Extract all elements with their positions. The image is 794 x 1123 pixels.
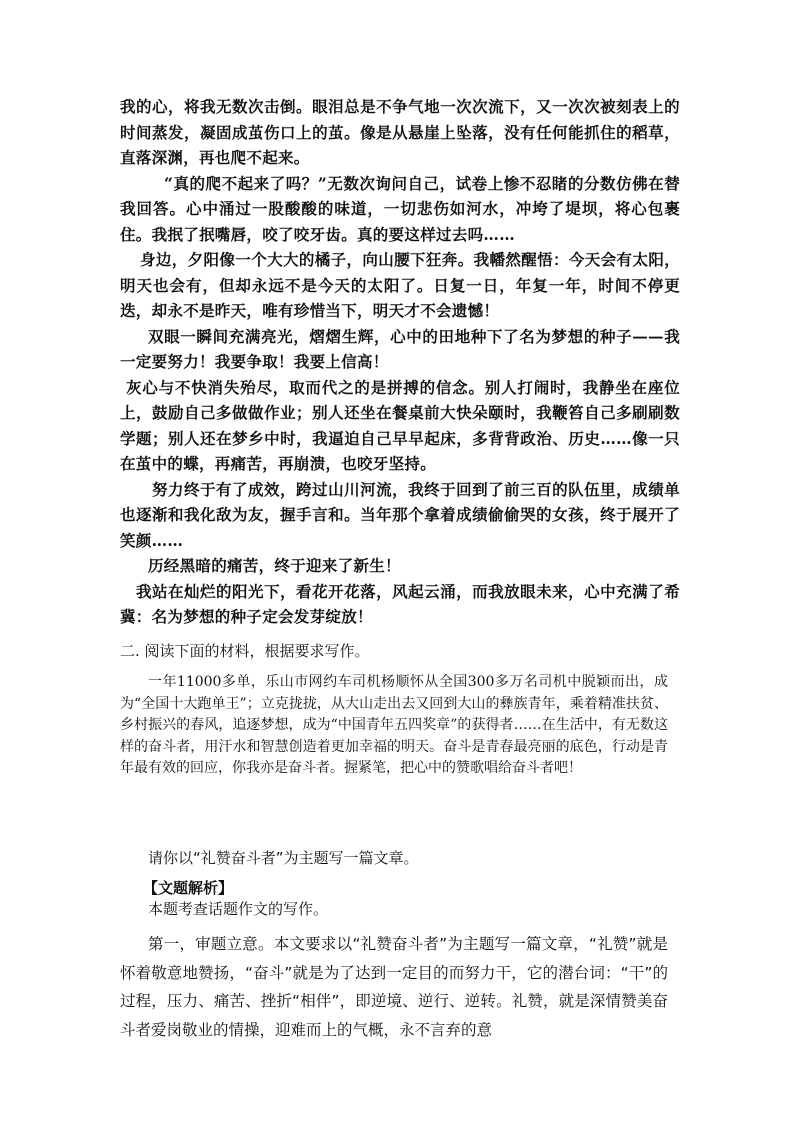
essay-paragraph: 历经黑暗的痛苦，终于迎来了新生！: [148, 556, 401, 575]
essay-paragraph: 我的心，将我无数次击倒。眼泪总是不争气地一次次流下，又一次次被刻表上的时间蒸发，凝固成茧伤口上的茧。像是从悬崖上坠落，没有任何能抓住的稻草，直落深渊，再也爬不起来。: [120, 97, 680, 167]
essay-excerpt: [120, 94, 680, 630]
analysis-intro: 本题考查话题作文的写作。: [148, 900, 329, 918]
essay-paragraph: 努力终于有了成效，跨过山川河流，我终于回到了前三百的队伍里，成绩单也逐渐和我化敌为友，握手言和。当年那个拿着成绩偷偷哭的女孩，终于展开了笑颜……: [120, 479, 680, 550]
essay-paragraph: 身边，夕阳像一个大大的橘子，向山腰下狂奔。我幡然醒悟：今天会有太阳，明天也会有，但却永远不是今天的太阳了。日复一日，年复一年，时间不停更迭，却永不是昨天，唯有珍惜当下，明天才不会遗憾！: [120, 250, 680, 320]
reading-material: 一年11000多单，乐山市网约车司机杨顺怀从全国300多万名司机中脱颖而出，成为“全国十大跑单王”；立克拢拢，从大山走出去又回到大山的彝族青年，乘着精准扶贫、乡村振兴的春风，追逐梦想，成为“中国青年五四奖章”的获得者……在生活中，有无数这样的奋斗者，用汗水和智慧创造着更加幸福的明天。奋斗是青春最亮丽的底色，行动是青年最有效的回应，你我亦是奋斗者。握紧笔，把心中的赞歌唱给奋斗者吧！: [120, 674, 668, 776]
essay-paragraph: 我站在灿烂的阳光下，看花开花落，风起云涌，而我放眼未来，心中充满了希冀：名为梦想的种子定会发芽绽放！: [120, 581, 680, 626]
writing-prompt: 请你以“礼赞奋斗者”为主题写一篇文章。: [148, 849, 419, 867]
essay-paragraph: 灰心与不快消失殆尽，取而代之的是拼搏的信念。别人打闹时，我静坐在座位上，鼓励自己多做做作业；别人还坐在餐桌前大快朵颐时，我鞭笞自己多刷刷数学题；别人还在梦乡中时，我逼迫自己早早起床，多背背政治、历史……像一只在茧中的蝶，再痛苦，再崩溃，也咬牙坚持。: [120, 377, 680, 473]
analysis-paragraph: 第一，审题立意。本文要求以“礼赞奋斗者”为主题写一篇文章，“礼赞”就是怀着敬意地赞扬，“奋斗”就是为了达到一定目的而努力干，它的潜台词：“干”的过程，压力、痛苦、挫折“相伴”，即逆境、逆行、逆转。礼赞，就是深情赞美奋斗者爱岗敬业的情操，迎难而上的气概，永不言弃的意: [120, 935, 668, 1039]
essay-paragraph: “真的爬不起来了吗？”无数次询问自己，试卷上惨不忍睹的分数仿佛在替我回答。心中涌过一股酸酸的味道，一切悲伤如河水，冲垮了堤坝，将心包裹住。我抿了抿嘴唇，咬了咬牙齿。真的要这样过去吗……: [120, 173, 680, 244]
section-two-heading: 二. 阅读下面的材料，根据要求写作。: [120, 642, 370, 660]
analysis-heading: 【文题解析】: [143, 879, 234, 897]
essay-paragraph: 双眼一瞬间充满亮光，熠熠生辉，心中的田地种下了名为梦想的种子——我一定要努力！我要争取！我要上信高！: [120, 326, 680, 371]
